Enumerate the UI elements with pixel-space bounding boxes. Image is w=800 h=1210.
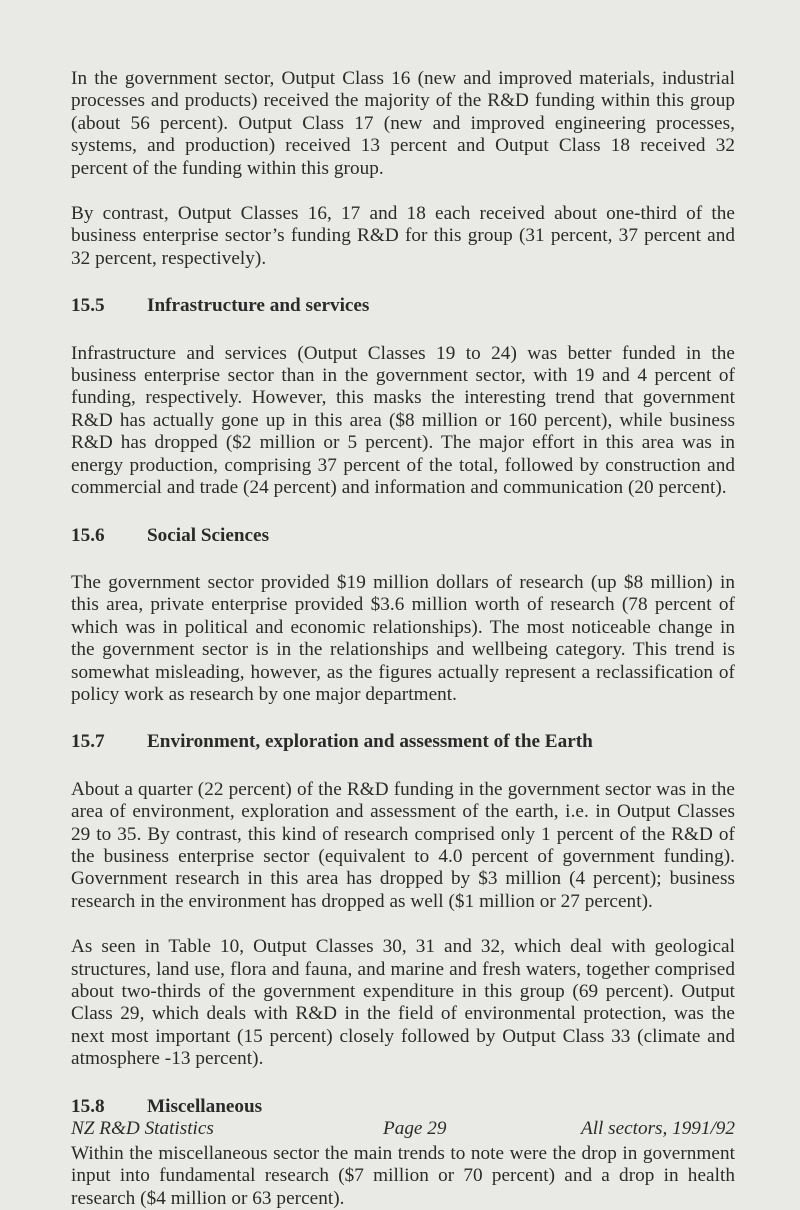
section-title: Social Sciences <box>147 524 270 546</box>
paragraph-miscellaneous: Within the miscellaneous sector the main trends to note were the drop in government input into fundamental research ($7 million or 70 percent) and a drop in health research ($4 million or 63 percent). <box>71 1143 735 1209</box>
section-number: 15.5 <box>71 295 105 317</box>
section-title: Infrastructure and services <box>147 295 370 317</box>
paragraph-government-output-classes: In the government sector, Output Class 16 (new and improved materials, industrial processes and products) received the majority of the R&D funding within this group (about 56 percent). Output Class 17 (new and improved engineering processes, systems, and production) received 13 percent and Output Class 18 received 32 percent of the funding within this group. <box>71 68 735 179</box>
paragraph-environment-funding: About a quarter (22 percent) of the R&D funding in the government sector was in the area of environment, exploration and assessment of the earth, i.e. in Output Classes 29 to 35. By contrast, this kind of research comprised only 1 percent of the R&D of the business enterprise sector (equivalent to 4.0 percent of government funding). Government research in this area has dropped by $3 million (4 percent); business research in the environment has dropped as well ($1 million or 27 percent). <box>71 778 735 912</box>
section-heading-environment <box>71 731 735 753</box>
section-heading-miscellaneous <box>71 1096 735 1118</box>
paragraph-social-sciences: The government sector provided $19 million dollars of research (up $8 million) in this area, private enterprise provided $3.6 million worth of research (78 percent of which was in political and economic relationships). The most noticeable change in the government sector is in the relationships and wellbeing category. This trend is somewhat misleading, however, as the figures actually represent a reclassification of policy work as research by one major department. <box>71 571 735 705</box>
footer-page-number: Page 29 <box>383 1118 447 1139</box>
footer-publication-title: NZ R&D Statistics <box>71 1118 214 1139</box>
section-heading-social-sciences <box>71 525 735 547</box>
section-title: Miscellaneous <box>147 1095 263 1117</box>
paragraph-infrastructure: Infrastructure and services (Output Classes 19 to 24) was better funded in the business enterprise sector than in the government sector, with 19 and 4 percent of funding, respectively. However, this masks the interesting trend that government R&D has actually gone up in this area ($8 million or 160 percent), while business R&D has dropped ($2 million or 5 percent). The major effort in this area was in energy production, comprising 37 percent of the total, followed by construction and commercial and trade (24 percent) and information and communication (20 percent). <box>71 342 735 499</box>
paragraph-business-output-classes: By contrast, Output Classes 16, 17 and 18 each received about one-third of the business enterprise sector’s funding R&D for this group (31 percent, 37 percent and 32 percent, respectively). <box>71 203 735 269</box>
section-number: 15.7 <box>71 731 105 753</box>
section-heading-infrastructure <box>71 295 735 317</box>
page-footer <box>71 1118 735 1140</box>
paragraph-environment-output-classes: As seen in Table 10, Output Classes 30, 31 and 32, which deal with geological structures, land use, flora and fauna, and marine and fresh waters, together comprised about two-thirds of the government expenditure in this group (69 percent). Output Class 29, which deals with R&D in the field of environmental protection, was the next most important (15 percent) closely followed by Output Class 33 (climate and atmosphere -13 percent). <box>71 936 735 1070</box>
section-number: 15.8 <box>71 1095 105 1117</box>
section-number: 15.6 <box>71 524 105 546</box>
footer-coverage: All sectors, 1991/92 <box>580 1118 735 1139</box>
document-body <box>71 68 735 1210</box>
section-title: Environment, exploration and assessment of the Earth <box>147 731 593 753</box>
